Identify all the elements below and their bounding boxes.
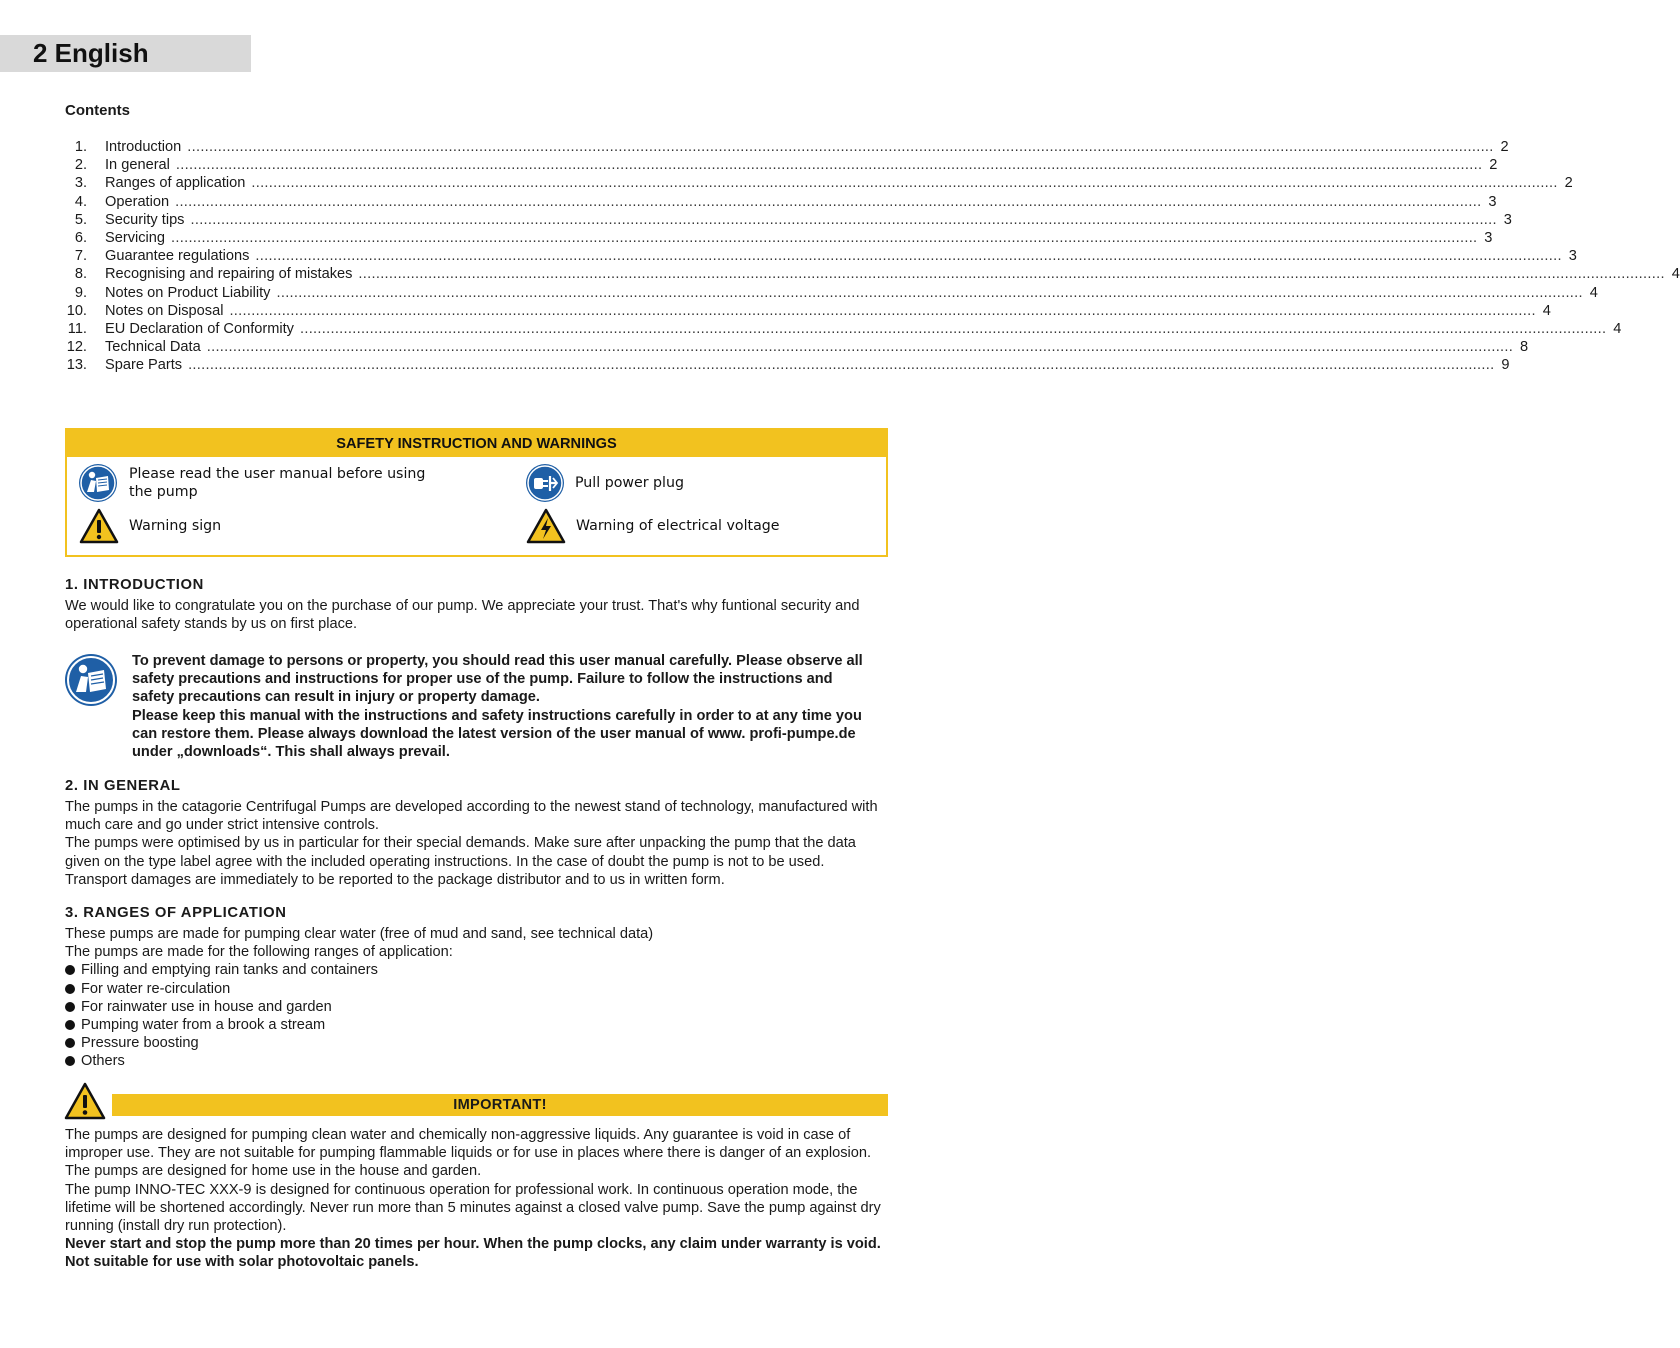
- ranges-text: [65, 925, 888, 1071]
- warning-triangle-icon: [79, 508, 119, 544]
- toc-leader-dots: ............................................................................................................................................................................................................................................................................................................: [206, 339, 1514, 356]
- toc-page-number: 8: [1520, 339, 1529, 356]
- toc-leader-dots: ............................................................................................................................................................................................................................................................................................................: [188, 357, 1495, 374]
- toc-number: 4.: [74, 193, 87, 210]
- introduction-heading: 1. INTRODUCTION: [65, 577, 204, 593]
- toc-leader-dots: ............................................................................................................................................................................................................................................................................................................: [299, 320, 1607, 337]
- toc-leader-dots: ............................................................................................................................................................................................................................................................................................................: [171, 229, 1478, 246]
- important-banner: IMPORTANT!: [112, 1094, 888, 1116]
- ranges-heading: 3. RANGES OF APPLICATION: [65, 905, 287, 921]
- toc-number: 8.: [74, 266, 87, 283]
- ranges-bullet-list: [65, 961, 888, 1070]
- safety-notice-paragraph-2: Please keep this manual with the instructions and safety instructions carefully in order to at any time you can restore them. Please always download the latest version of the user manual of www. profi-pumpe.de under „downloads“. This shall always prevail.: [132, 707, 862, 761]
- toc-leader-dots: ............................................................................................................................................................................................................................................................................................................: [175, 193, 1482, 210]
- electrical-warning-label: Warning of electrical voltage: [576, 518, 780, 534]
- toc-title: Security tips: [105, 211, 185, 228]
- read-manual-icon: [79, 464, 117, 502]
- safety-item-warning-sign: [79, 508, 221, 544]
- toc-row: [65, 156, 1498, 174]
- toc-number: 10.: [66, 302, 87, 319]
- toc-title: EU Declaration of Conformity: [105, 320, 294, 337]
- toc-title: Ranges of application: [105, 175, 246, 192]
- contents-heading: Contents: [65, 102, 130, 119]
- toc-row: [65, 338, 1529, 356]
- toc-title: Operation: [105, 193, 170, 210]
- toc-page-number: 2: [1489, 157, 1498, 174]
- toc-row: [65, 229, 1493, 247]
- toc-leader-dots: ............................................................................................................................................................................................................................................................................................................: [358, 266, 1665, 283]
- toc-number: 3.: [74, 175, 87, 192]
- ranges-bullet-item: Pumping water from a brook a stream: [65, 1016, 888, 1034]
- toc-leader-dots: ............................................................................................................................................................................................................................................................................................................: [187, 139, 1494, 155]
- toc-leader-dots: ............................................................................................................................................................................................................................................................................................................: [229, 302, 1536, 319]
- toc-title: Spare Parts: [105, 357, 183, 374]
- general-paragraph-2: The pumps were optimised by us in particular for their special demands. Make sure after unpacking the pump that the data given on the type label agree with the included operating instructions. In the case of doubt the pump is not to be used. Transport damages are immediately to be reported to the package distributor and to us in written form.: [65, 835, 856, 888]
- toc-page-number: 4: [1589, 284, 1598, 301]
- pull-plug-icon: [526, 464, 564, 502]
- toc-number: 6.: [74, 229, 87, 246]
- toc-page-number: 3: [1484, 229, 1493, 246]
- introduction-paragraph: We would like to congratulate you on the purchase of our pump. We appreciate your trust. That's why funtional security and operational safety stands by us on first place.: [65, 598, 860, 633]
- important-warning-icon: [64, 1082, 106, 1120]
- pull-plug-label: Pull power plug: [575, 475, 684, 491]
- ranges-bullet-item: Others: [65, 1052, 888, 1070]
- toc-leader-dots: ............................................................................................................................................................................................................................................................................................................: [276, 284, 1583, 301]
- toc-leader-dots: ............................................................................................................................................................................................................................................................................................................: [190, 211, 1497, 228]
- safety-warnings-box: [65, 428, 888, 557]
- toc-title: Notes on Product Liability: [105, 284, 271, 301]
- toc-page-number: 3: [1488, 193, 1497, 210]
- toc-title: Technical Data: [105, 339, 201, 356]
- important-paragraph-1: The pumps are designed for pumping clean water and chemically non-aggressive liquids. Any guarantee is void in case of improper use. They are not suitable for pumping flammable liquids or for use in places where there is danger of an explosion. The pumps are designed for home use in the house and garden.: [65, 1127, 872, 1180]
- electrical-warning-icon: [526, 508, 566, 544]
- ranges-bullet-item: For rainwater use in house and garden: [65, 998, 888, 1016]
- toc-page-number: 4: [1613, 320, 1622, 337]
- toc-title: Servicing: [105, 229, 166, 246]
- ranges-line-2: The pumps are made for the following ranges of application:: [65, 944, 453, 961]
- important-paragraph-3: Never start and stop the pump more than 20 times per hour. When the pump clocks, any claim under warranty is void. Not suitable for use with solar photovoltaic panels.: [65, 1236, 881, 1271]
- important-paragraph-2: The pump INNO-TEC XXX-9 is designed for continuous operation for professional work. In continuous operation mode, the lifetime will be shortened accordingly. Never run more than 5 minutes against a closed valve pump. Save the pump against dry running (install dry run protection).: [65, 1181, 881, 1235]
- toc-page-number: 9: [1501, 357, 1510, 374]
- toc-number: 1.: [74, 139, 87, 155]
- safety-box-title: SAFETY INSTRUCTION AND WARNINGS: [67, 430, 886, 457]
- warning-sign-label: Warning sign: [129, 518, 222, 534]
- ranges-bullet-item: For water re-circulation: [65, 980, 888, 998]
- safety-notice: [132, 652, 874, 761]
- toc-number: 2.: [74, 157, 87, 174]
- section-tab: [0, 35, 251, 72]
- toc-leader-dots: ............................................................................................................................................................................................................................................................................................................: [255, 248, 1562, 265]
- toc-row: [65, 138, 1509, 156]
- general-paragraph-1: The pumps in the catagorie Centrifugal Pumps are developed according to the newest stand of technology, manufactured with much care and go under strict intensive controls.: [65, 799, 878, 834]
- table-of-contents: [65, 138, 1680, 374]
- toc-leader-dots: ............................................................................................................................................................................................................................................................................................................: [251, 175, 1558, 192]
- toc-row: [65, 247, 1577, 265]
- toc-page-number: 3: [1503, 211, 1512, 228]
- toc-title: Recognising and repairing of mistakes: [105, 266, 353, 283]
- toc-page-number: 2: [1564, 175, 1573, 192]
- toc-page-number: 2: [1500, 139, 1509, 155]
- safety-item-read-manual: [79, 464, 439, 502]
- safety-item-pull-plug: [526, 464, 684, 502]
- toc-leader-dots: ............................................................................................................................................................................................................................................................................................................: [175, 157, 1483, 174]
- ranges-bullet-item: Pressure boosting: [65, 1034, 888, 1052]
- safety-notice-paragraph-1: To prevent damage to persons or property, you should read this user manual carefully. Please observe all safety precautions and instructions for proper use of the pump. Failure to follow the instructions and safety precautions can result in injury or property damage.: [132, 653, 863, 706]
- introduction-text: [65, 597, 888, 633]
- ranges-bullet-item: Filling and emptying rain tanks and containers: [65, 961, 888, 979]
- toc-row: [65, 193, 1497, 211]
- toc-title: In general: [105, 157, 170, 174]
- ranges-line-1: These pumps are made for pumping clear water (free of mud and sand, see technical data): [65, 926, 654, 942]
- toc-number: 11.: [67, 320, 87, 337]
- safety-item-electrical: [526, 508, 780, 544]
- general-heading: 2. IN GENERAL: [65, 778, 181, 794]
- toc-page-number: 4: [1542, 302, 1551, 319]
- toc-page-number: 4: [1671, 266, 1680, 283]
- general-text: [65, 798, 888, 889]
- toc-row: [65, 174, 1573, 192]
- toc-row: [65, 265, 1680, 283]
- toc-row: [65, 320, 1622, 338]
- toc-number: 13.: [66, 357, 87, 374]
- important-text: [65, 1126, 888, 1272]
- toc-title: Notes on Disposal: [105, 302, 224, 319]
- toc-row: [65, 356, 1510, 374]
- toc-row: [65, 302, 1551, 320]
- toc-title: Introduction: [105, 139, 182, 155]
- toc-number: 12.: [66, 339, 87, 356]
- section-tab-label: 2 English: [33, 38, 149, 68]
- read-manual-label: Please read the user manual before using the pump: [129, 466, 426, 500]
- toc-title: Guarantee regulations: [105, 248, 250, 265]
- toc-row: [65, 284, 1598, 302]
- toc-number: 5.: [74, 211, 87, 228]
- toc-page-number: 3: [1568, 248, 1577, 265]
- toc-row: [65, 211, 1512, 229]
- read-manual-notice-icon: [65, 654, 117, 706]
- toc-number: 9.: [74, 284, 87, 301]
- toc-number: 7.: [74, 248, 87, 265]
